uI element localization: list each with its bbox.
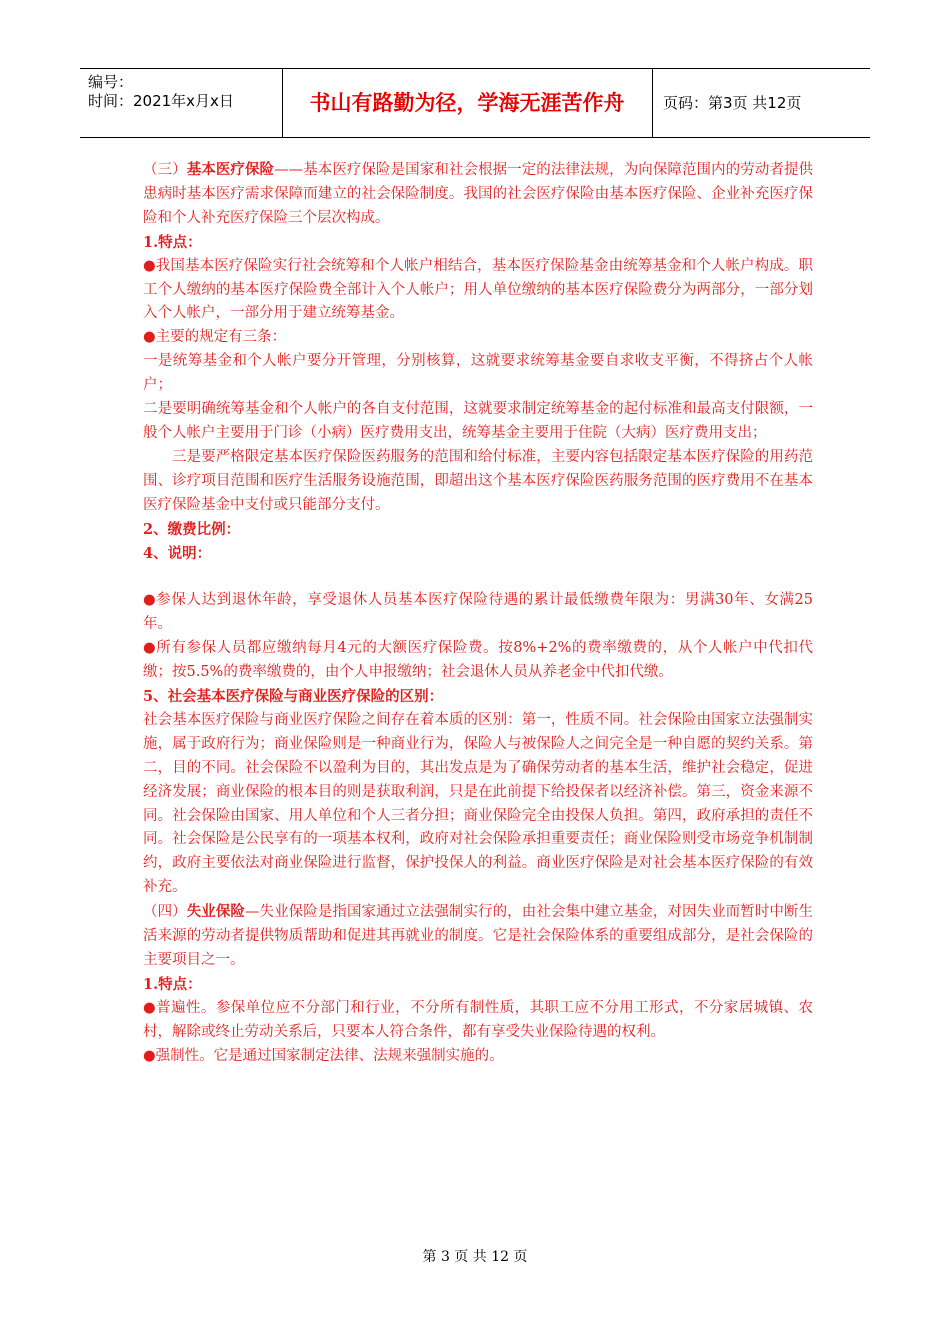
contribution-heading: 2、缴费比例：: [143, 520, 241, 538]
section-three-intro: [143, 158, 813, 231]
section-text: —失业保险是指国家通过立法强制实行的，由社会集中建立基金，对因失业而暂时中断生活来源的劳动者提供物质帮助和促进其再就业的制度。它是社会保险体系的重要组成部分，是社会保险的主要项目之一。: [143, 904, 814, 968]
features-heading: 1.特点：: [143, 975, 202, 993]
rule-item: 三是要严格限定基本医疗保险医药服务的范围和给付标准，主要内容包括限定基本医疗保险的用药范围、诊疗项目范围和医疗生活服务设施范围，即超出这个基本医疗保险医药服务范围的医疗费用不在基本医疗保险基金中支付或只能部分支付。: [143, 448, 813, 513]
document-body: [143, 158, 813, 1069]
note-item: ●所有参保人员都应缴纳每月4元的大额医疗保险费。按8%+2%的费率缴费的，从个人帐户中代扣代缴；按5.5%的费率缴费的，由个人申报缴纳；社会退休人员从养老金中代扣代缴。: [143, 640, 813, 681]
difference-heading: 5、社会基本医疗保险与商业医疗保险的区别：: [143, 688, 444, 706]
notes-heading: 4、说明：: [143, 544, 212, 562]
feature-item: ●普遍性。参保单位应不分部门和行业，不分所有制性质，其职工应不分用工形式，不分家居城镇、农村，解除或终止劳动关系后，只要本人符合条件，都有享受失业保险待遇的权利。: [143, 999, 813, 1040]
section-text: ——基本医疗保险是国家和社会根据一定的法律法规，为向保障范围内的劳动者提供患病时基本医疗需求保障而建立的社会保险制度。我国的社会医疗保险由基本医疗保险、企业补充医疗保险和个人补充医疗保险三个层次构成。: [143, 162, 814, 226]
document-header: [80, 68, 870, 138]
feature-item: ●我国基本医疗保险实行社会统筹和个人帐户相结合，基本医疗保险基金由统筹基金和个人帐户构成。职工个人缴纳的基本医疗保险费全部计入个人帐户；用人单位缴纳的基本医疗保险费分为两部分，一部分划入个人帐户，一部分用于建立统筹基金。: [143, 257, 813, 322]
feature-item: ●强制性。它是通过国家制定法律、法规来强制实施的。: [143, 1047, 504, 1064]
section-prefix: （四）: [143, 904, 187, 921]
section-title: 失业保险: [186, 903, 245, 921]
page-footer: 第 3 页 共 12 页: [422, 1249, 528, 1265]
difference-text: 社会基本医疗保险与商业医疗保险之间存在着本质的区别：第一，性质不同。社会保险由国家立法强制实施，属于政府行为；商业保险则是一种商业行为，保险人与被保险人之间完全是一种自愿的契约关系。第二，目的不同。社会保险不以盈利为目的，其出发点是为了确保劳动者的基本生活，维护社会稳定，促进经济发展；商业保险的根本目的则是获取利润，只是在此前提下给投保者以经济补偿。第三，资金来源不同。社会保险由国家、用人单位和个人三者分担；商业保险完全由投保人负担。第四，政府承担的责任不同。社会保险是公民享有的一项基本权利，政府对社会保险承担重要责任；商业保险则受市场竞争机制制约，政府主要依法对商业保险进行监督，保护投保人的利益。商业医疗保险是对社会基本医疗保险的有效补充。: [143, 711, 813, 896]
section-title: 基本医疗保险: [186, 161, 275, 178]
rule-item: 二是要明确统筹基金和个人帐户的各自支付范围，这就要求制定统筹基金的起付标准和最高支付限额，一般个人帐户主要用于门诊（小病）医疗费用支出，统筹基金主要用于住院（大病）医疗费用支出；: [143, 401, 813, 441]
section-prefix: （三）: [143, 162, 187, 178]
feature-item: ●主要的规定有三条：: [143, 329, 287, 346]
header-page-info: 页码：第3页 共12页: [663, 94, 802, 112]
header-motto: 书山有路勤为径，学海无涯苦作舟: [282, 69, 653, 137]
rule-item: 一是统筹基金和个人帐户要分开管理，分别核算，这就要求统筹基金要自求收支平衡，不得挤占个人帐户；: [143, 353, 813, 394]
header-meta: [80, 69, 283, 137]
blank-line: [143, 565, 813, 589]
number-label: 编号：: [88, 73, 134, 91]
section-four-intro: [143, 900, 813, 973]
note-item: ●参保人达到退休年龄，享受退休人员基本医疗保险待遇的累计最低缴费年限为：男满30年、女满25年。: [143, 592, 813, 633]
features-heading: 1.特点：: [143, 233, 202, 251]
time-label: 时间：2021年x月x日: [88, 92, 234, 110]
